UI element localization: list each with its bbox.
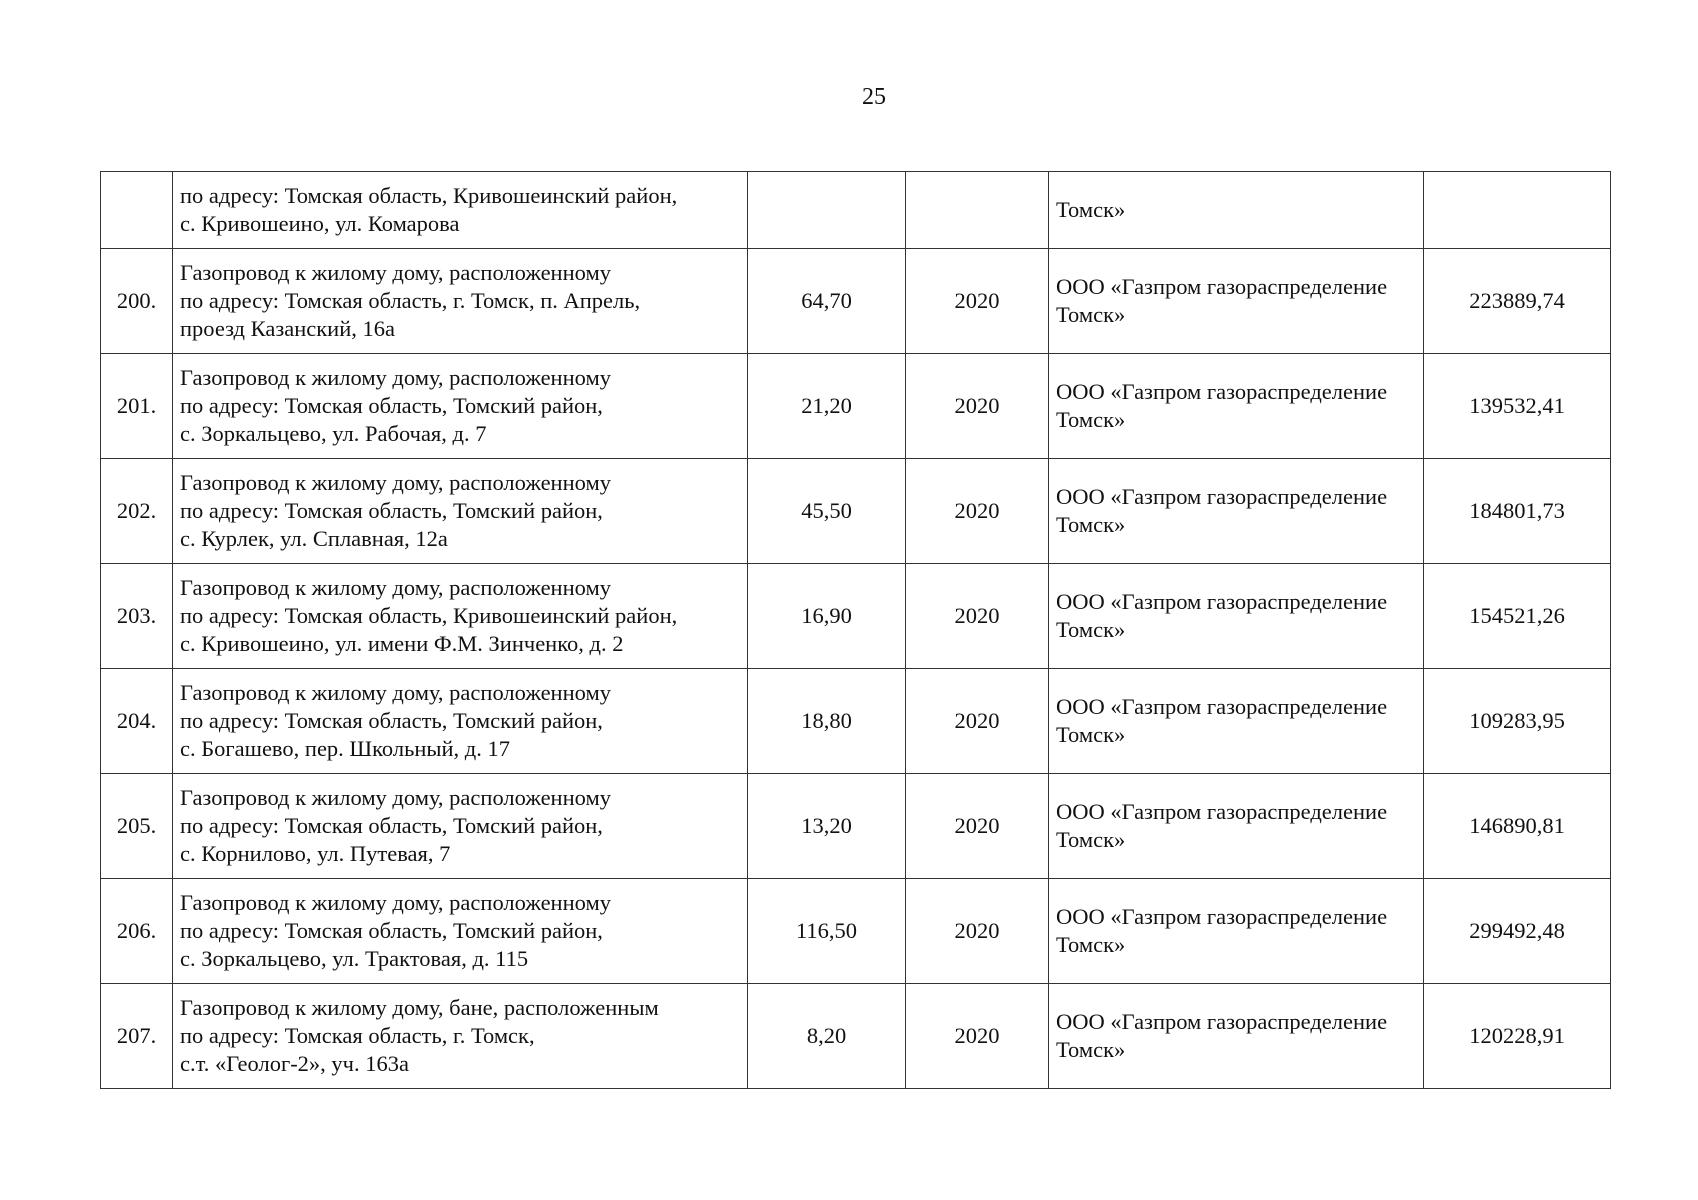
cell-object-name [173, 564, 748, 669]
cell-cost [1424, 172, 1611, 249]
cell-num: 207. [101, 984, 173, 1089]
organization-line: Томск» [1056, 197, 1126, 222]
cell-year: 2020 [906, 249, 1049, 354]
object-name-line: Газопровод к жилому дому, расположенному [180, 785, 611, 810]
object-name-line: по адресу: Томская область, Томский район, [180, 498, 603, 523]
cell-object-name [173, 774, 748, 879]
organization-line: ООО «Газпром газораспределение [1056, 484, 1388, 509]
object-name-line: проезд Казанский, 16а [180, 316, 395, 341]
cell-year: 2020 [906, 669, 1049, 774]
cell-length: 16,90 [748, 564, 906, 669]
object-name-line: по адресу: Томская область, Кривошеинский район, [180, 183, 678, 208]
cell-object-name [173, 459, 748, 564]
table-row [101, 984, 1611, 1089]
cell-length: 45,50 [748, 459, 906, 564]
object-name-line: с. Кривошеино, ул. имени Ф.М. Зинченко, д. 2 [180, 631, 624, 656]
cell-length: 64,70 [748, 249, 906, 354]
cell-organization [1049, 459, 1424, 564]
table-row [101, 564, 1611, 669]
cell-cost: 223889,74 [1424, 249, 1611, 354]
cell-year: 2020 [906, 564, 1049, 669]
object-name-line: с. Зоркальцево, ул. Трактовая, д. 115 [180, 946, 529, 971]
organization-line: ООО «Газпром газораспределение [1056, 1009, 1388, 1034]
cell-object-name [173, 669, 748, 774]
object-name-line: с. Кривошеино, ул. Комарова [180, 211, 460, 236]
cell-length: 21,20 [748, 354, 906, 459]
table-row-continuation [101, 172, 1611, 249]
cell-cost: 109283,95 [1424, 669, 1611, 774]
organization-line: ООО «Газпром газораспределение [1056, 589, 1388, 614]
cell-organization [1049, 249, 1424, 354]
cell-year: 2020 [906, 984, 1049, 1089]
cell-num: 204. [101, 669, 173, 774]
table-row [101, 249, 1611, 354]
object-name-line: по адресу: Томская область, г. Томск, [180, 1023, 535, 1048]
cell-organization [1049, 564, 1424, 669]
object-name-line: Газопровод к жилому дому, расположенному [180, 890, 611, 915]
object-name-line: Газопровод к жилому дому, расположенному [180, 470, 611, 495]
table-row [101, 354, 1611, 459]
cell-length: 18,80 [748, 669, 906, 774]
organization-line: Томск» [1056, 617, 1126, 642]
cell-year: 2020 [906, 774, 1049, 879]
object-name-line: по адресу: Томская область, Кривошеинский район, [180, 603, 678, 628]
cell-object-name [173, 984, 748, 1089]
cell-num: 200. [101, 249, 173, 354]
cell-organization [1049, 354, 1424, 459]
object-name-line: по адресу: Томская область, Томский район, [180, 708, 603, 733]
page-number: 25 [862, 84, 886, 110]
table-row [101, 669, 1611, 774]
object-name-line: Газопровод к жилому дому, расположенному [180, 260, 611, 285]
object-name-line: Газопровод к жилому дому, бане, расположенным [180, 995, 659, 1020]
object-name-line: с. Богашево, пер. Школьный, д. 17 [180, 736, 511, 761]
object-name-line: Газопровод к жилому дому, расположенному [180, 680, 611, 705]
organization-line: Томск» [1056, 932, 1126, 957]
object-name-line: Газопровод к жилому дому, расположенному [180, 365, 611, 390]
table-row [101, 774, 1611, 879]
objects-table [100, 171, 1611, 1089]
cell-num: 205. [101, 774, 173, 879]
cell-organization [1049, 984, 1424, 1089]
organization-line: Томск» [1056, 302, 1126, 327]
cell-object-name [173, 354, 748, 459]
organization-line: Томск» [1056, 1037, 1126, 1062]
cell-organization [1049, 669, 1424, 774]
organization-line: Томск» [1056, 512, 1126, 537]
cell-num: 201. [101, 354, 173, 459]
cell-length: 8,20 [748, 984, 906, 1089]
organization-line: Томск» [1056, 827, 1126, 852]
cell-length: 13,20 [748, 774, 906, 879]
cell-cost: 184801,73 [1424, 459, 1611, 564]
organization-line: ООО «Газпром газораспределение [1056, 799, 1388, 824]
object-name-line: по адресу: Томская область, Томский район, [180, 918, 603, 943]
object-name-line: по адресу: Томская область, Томский район, [180, 813, 603, 838]
object-name-line: Газопровод к жилому дому, расположенному [180, 575, 611, 600]
cell-year: 2020 [906, 459, 1049, 564]
organization-line: ООО «Газпром газораспределение [1056, 379, 1388, 404]
object-name-line: с. Зоркальцево, ул. Рабочая, д. 7 [180, 421, 487, 446]
table-row [101, 459, 1611, 564]
organization-line: Томск» [1056, 722, 1126, 747]
cell-organization [1049, 172, 1424, 249]
cell-year [906, 172, 1049, 249]
object-name-line: с. Курлек, ул. Сплавная, 12а [180, 526, 448, 551]
cell-cost: 139532,41 [1424, 354, 1611, 459]
cell-object-name [173, 172, 748, 249]
cell-num [101, 172, 173, 249]
object-name-line: по адресу: Томская область, Томский район, [180, 393, 603, 418]
organization-line: ООО «Газпром газораспределение [1056, 694, 1388, 719]
object-name-line: по адресу: Томская область, г. Томск, п. Апрель, [180, 288, 641, 313]
cell-num: 206. [101, 879, 173, 984]
cell-length [748, 172, 906, 249]
cell-year: 2020 [906, 354, 1049, 459]
cell-organization [1049, 879, 1424, 984]
cell-cost: 154521,26 [1424, 564, 1611, 669]
table-body [101, 172, 1611, 1089]
cell-num: 203. [101, 564, 173, 669]
organization-line: Томск» [1056, 407, 1126, 432]
object-name-line: с.т. «Геолог-2», уч. 163а [180, 1051, 409, 1076]
cell-num: 202. [101, 459, 173, 564]
object-name-line: с. Корнилово, ул. Путевая, 7 [180, 841, 451, 866]
organization-line: ООО «Газпром газораспределение [1056, 904, 1388, 929]
cell-object-name [173, 249, 748, 354]
cell-cost: 299492,48 [1424, 879, 1611, 984]
table-row [101, 879, 1611, 984]
organization-line: ООО «Газпром газораспределение [1056, 274, 1388, 299]
cell-year: 2020 [906, 879, 1049, 984]
cell-length: 116,50 [748, 879, 906, 984]
cell-cost: 146890,81 [1424, 774, 1611, 879]
cell-organization [1049, 774, 1424, 879]
cell-cost: 120228,91 [1424, 984, 1611, 1089]
cell-object-name [173, 879, 748, 984]
